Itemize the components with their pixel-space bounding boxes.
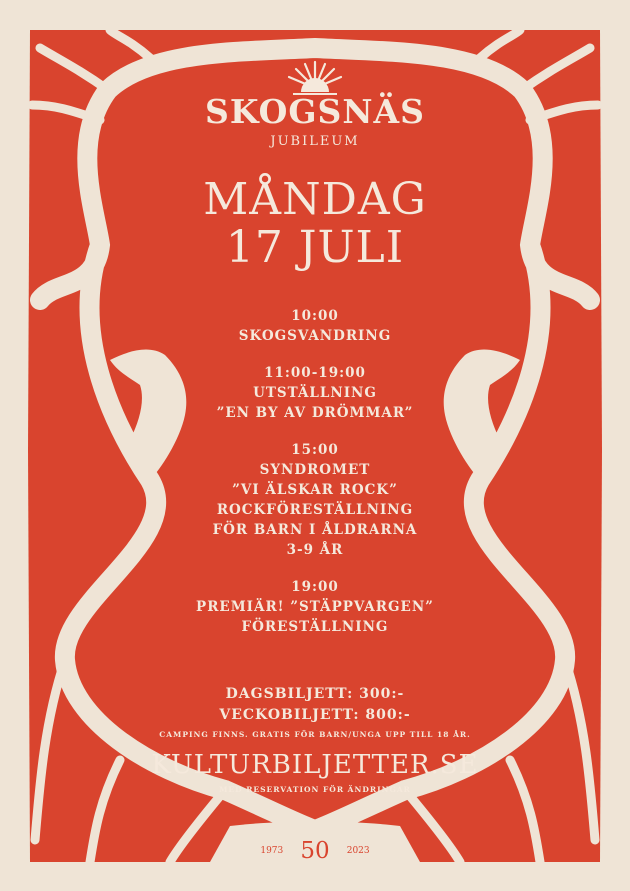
schedule — [0, 306, 630, 654]
week-ticket-price: VECKOBILJETT: 800:- — [219, 707, 411, 723]
schedule-event — [0, 440, 630, 560]
start-year: 1973 — [260, 846, 284, 856]
day-ticket-price: DAGSBILJETT: 300:- — [225, 686, 405, 702]
headline-day: MÅNDAG — [203, 174, 427, 225]
ticket-info — [0, 684, 630, 742]
event-line: 3-9 ÅR — [286, 542, 344, 558]
event-time: 11:00-19:00 — [264, 365, 366, 381]
event-line: FÖR BARN I ÅLDRARNA — [212, 522, 418, 538]
brand-subtitle: JUBILEUM — [270, 134, 360, 149]
event-line: ”EN BY AV DRÖMMAR” — [216, 405, 414, 421]
schedule-event — [0, 363, 630, 423]
event-line: SKOGSVANDRING — [238, 328, 392, 344]
ticket-note: CAMPING FINNS. GRATIS FÖR BARN/UNGA UPP TILL 18 ÅR. — [159, 730, 471, 739]
event-line: ”VI ÄLSKAR ROCK” — [232, 482, 398, 498]
event-time: 10:00 — [291, 308, 339, 324]
event-line: ROCKFÖRESTÄLLNING — [216, 502, 414, 518]
website-link[interactable]: KULTURBILJETTER.SE — [151, 750, 479, 780]
event-line: PREMIÄR! ”STÄPPVARGEN” — [196, 599, 434, 615]
event-line: FÖRESTÄLLNING — [241, 619, 389, 635]
schedule-event — [0, 577, 630, 637]
brand-name: SKOGSNÄS — [205, 92, 425, 131]
schedule-event — [0, 306, 630, 346]
event-line: SYNDROMET — [259, 462, 371, 478]
headline-date: 17 JULI — [225, 222, 405, 273]
anniversary-footer — [0, 838, 630, 864]
anniversary-number: 50 — [300, 838, 330, 864]
end-year: 2023 — [346, 846, 370, 856]
event-time: 15:00 — [291, 442, 339, 458]
event-time: 19:00 — [291, 579, 339, 595]
disclaimer: MED RESERVATION FÖR ÄNDRINGAR — [219, 785, 411, 794]
event-line: UTSTÄLLNING — [253, 385, 377, 401]
